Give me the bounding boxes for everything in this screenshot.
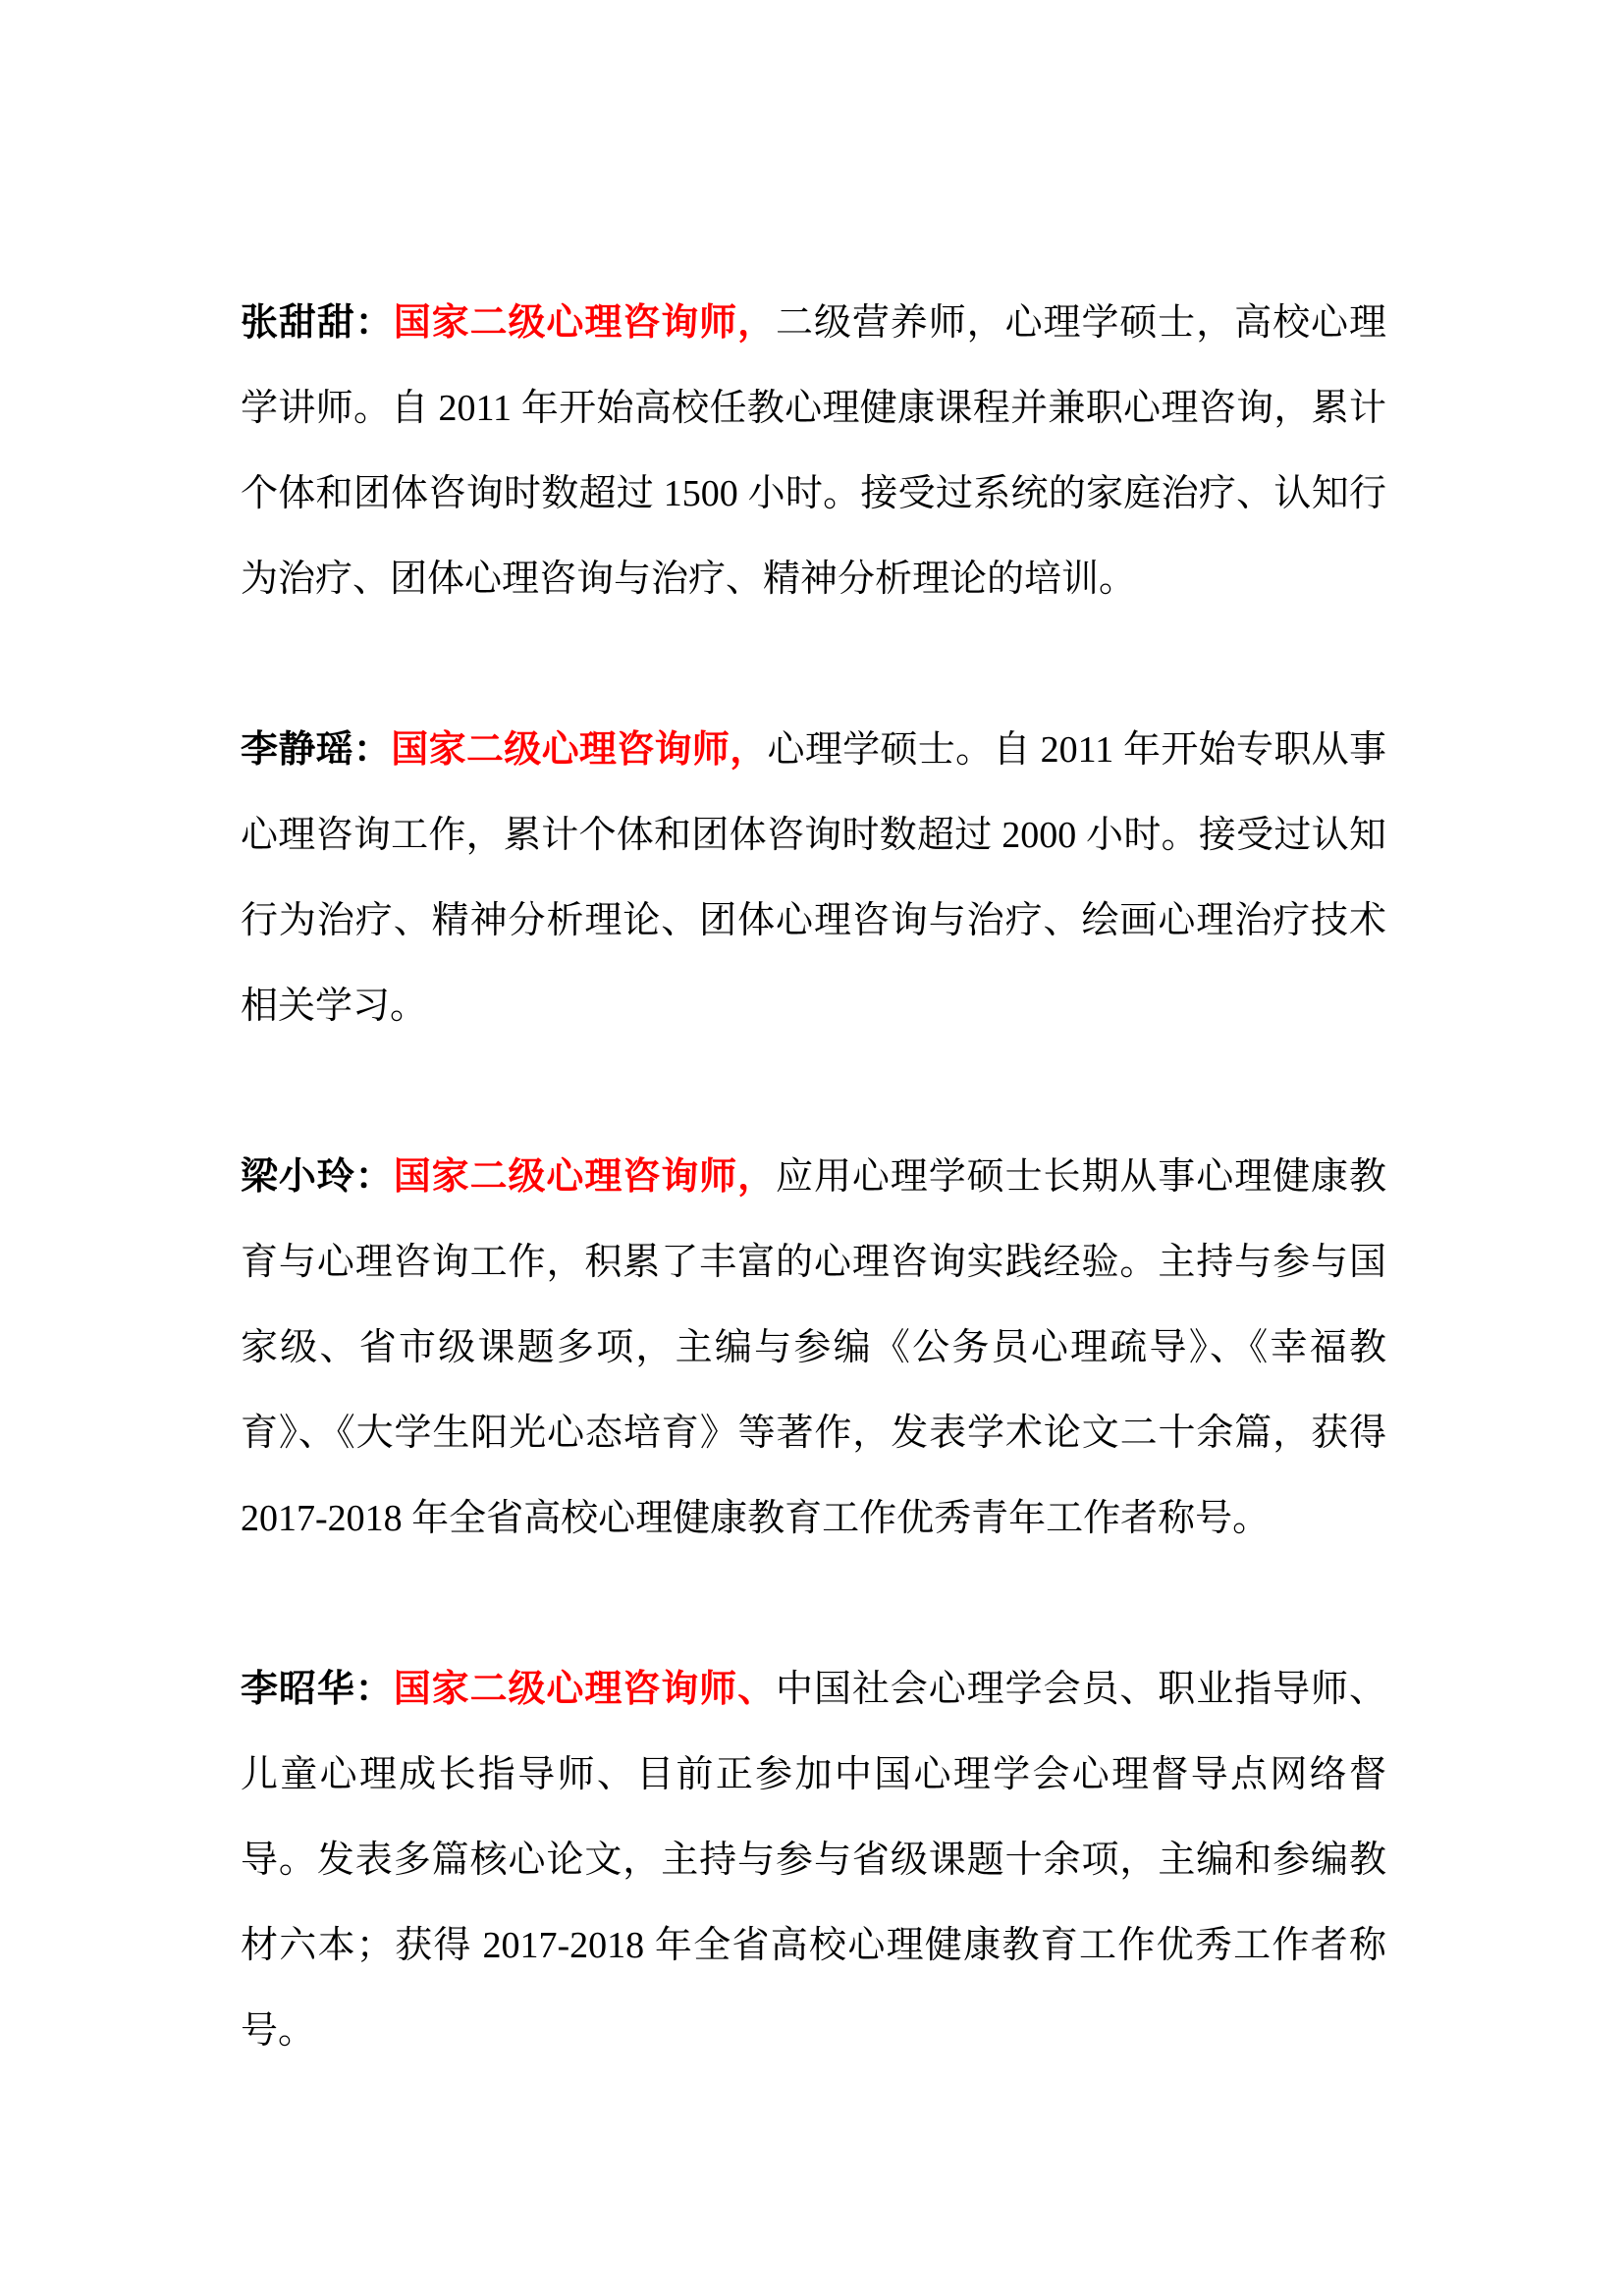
counselor-description: 中国社会心理学会员、职业指导师、儿童心理成长指导师、目前正参加中国心理学会心理督导点网络督导。发表多篇核心论文，主持与参与省级课题十余项，主编和参编教材六本；获得 2017-2018 年全省高校心理健康教育工作优秀工作者称号。 — [241, 1669, 1386, 2052]
counselor-credential: 国家二级心理咨询师， — [393, 1156, 777, 1198]
counselor-description: 应用心理学硕士长期从事心理健康教育与心理咨询工作，积累了丰富的心理咨询实践经验。主持与参与国家级、省市级课题多项，主编与参编《公务员心理疏导》、《幸福教育》、《大学生阳光心态培育》等著作，发表学术论文二十余篇，获得 2017-2018 年全省高校心理健康教育工作优秀青年工作者称号。 — [241, 1156, 1386, 1539]
counselor-credential: 国家二级心理咨询师， — [391, 729, 768, 771]
counselor-name: 梁小玲： — [241, 1156, 394, 1198]
counselor-description: 心理学硕士。自 2011 年开始专职从事心理咨询工作，累计个体和团体咨询时数超过 2000 小时。接受过认知行为治疗、精神分析理论、团体心理咨询与治疗、绘画心理治疗技术相关学习。 — [241, 729, 1386, 1027]
counselor-bio-liangxiaoling — [241, 1135, 1386, 1562]
counselor-bio-lizhaohua — [241, 1647, 1386, 2074]
counselor-name: 李静瑶： — [241, 729, 392, 771]
counselor-name: 李昭华： — [241, 1669, 394, 1710]
counselor-credential: 国家二级心理咨询师， — [393, 302, 777, 344]
counselor-bio-lijingyao — [241, 708, 1386, 1049]
counselor-name: 张甜甜： — [241, 302, 394, 344]
counselor-description: 二级营养师，心理学硕士，高校心理学讲师。自 2011 年开始高校任教心理健康课程并兼职心理咨询，累计个体和团体咨询时数超过 1500 小时。接受过系统的家庭治疗、认知行为治疗、团体心理咨询与治疗、精神分析理论的培训。 — [241, 302, 1386, 600]
bio-list — [241, 281, 1386, 2074]
counselor-credential: 国家二级心理咨询师、 — [393, 1669, 777, 1710]
counselor-bio-zhangtiantian — [241, 281, 1386, 622]
